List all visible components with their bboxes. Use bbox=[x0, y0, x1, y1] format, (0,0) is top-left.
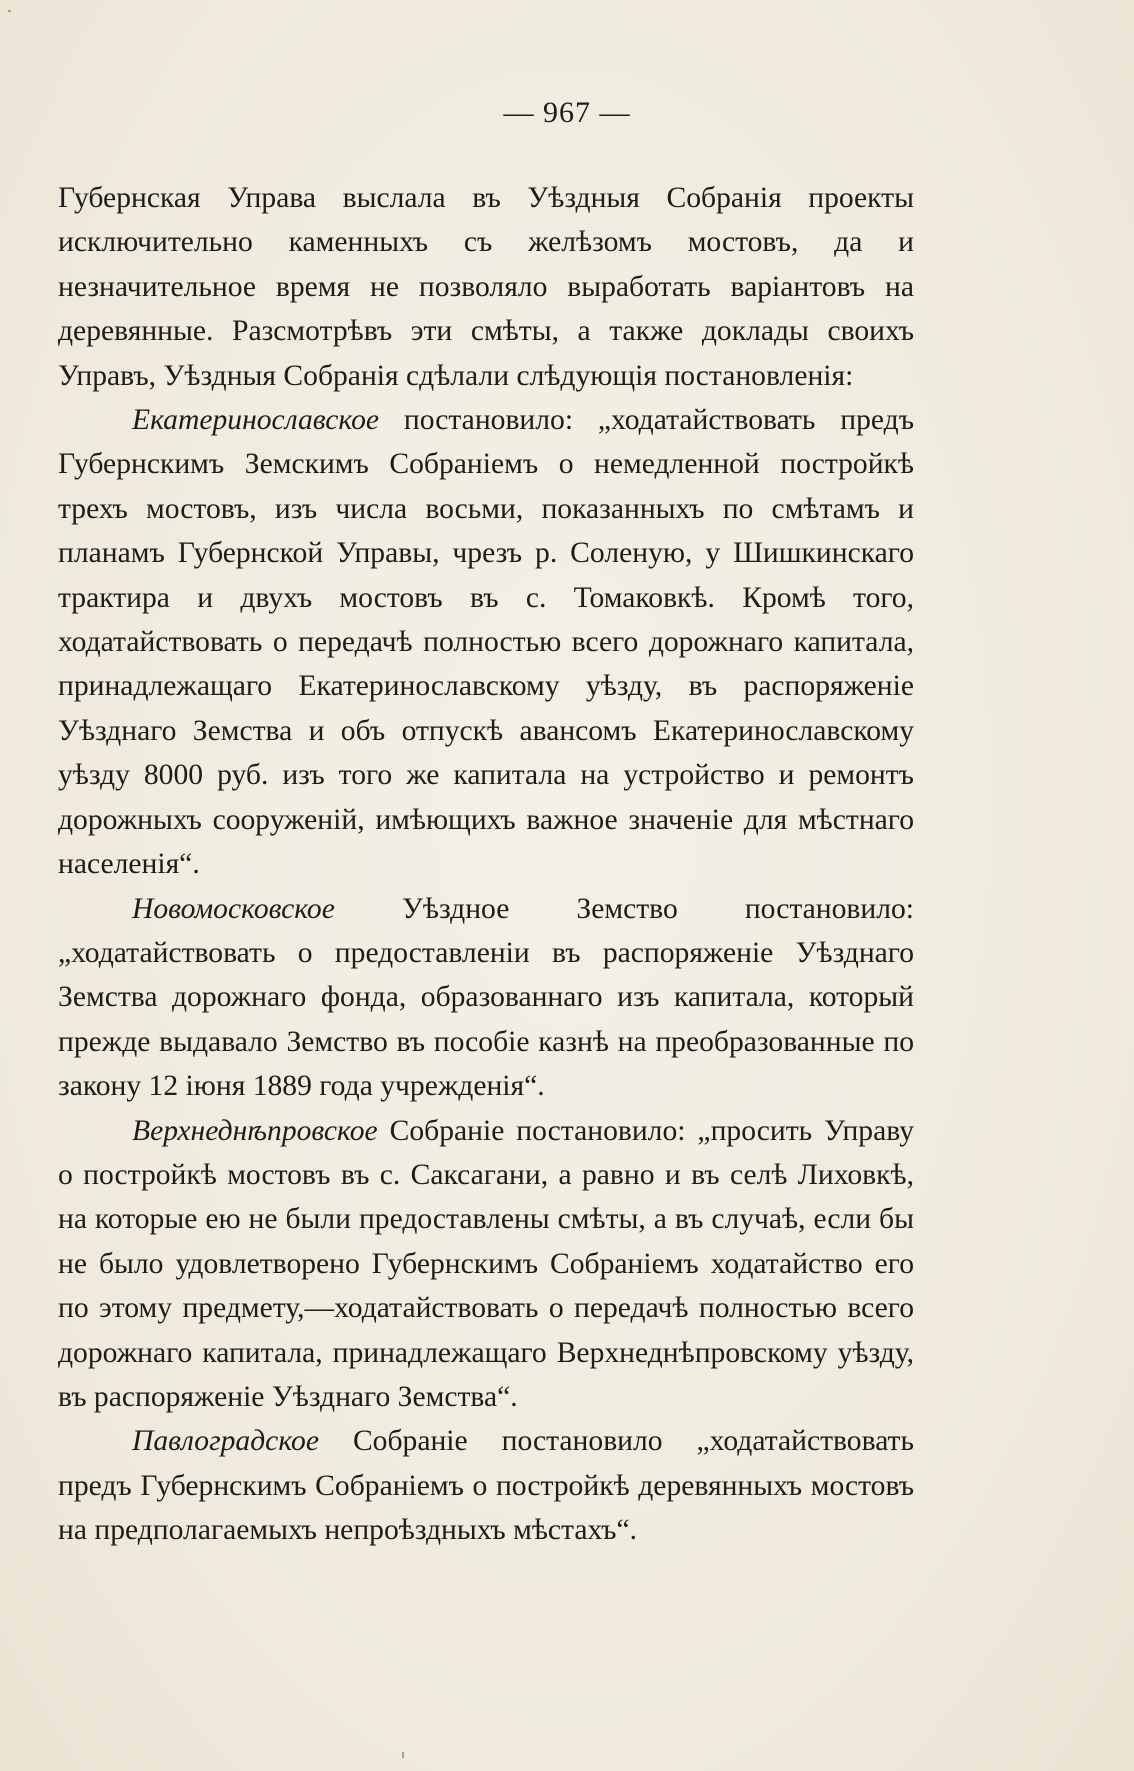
paragraph-text: Уѣздное Земство постановило: „ходатайствовать о предоставленіи въ распоряженіе Уѣзднаго Земства дорожнаго фонда, образованнаго изъ капитала, который прежде выдавало Земство въ пособіе казнѣ на преобразованные по закону 12 іюня 1889 года учрежденія“. bbox=[58, 892, 914, 1103]
district-name: Павлоградское bbox=[132, 1425, 319, 1458]
paper-speck bbox=[8, 10, 11, 12]
paragraph-ekaterinoslav bbox=[58, 398, 914, 886]
paper-speck bbox=[402, 1752, 404, 1758]
body-text bbox=[58, 176, 914, 1553]
district-name: Верхнеднѣпровское bbox=[132, 1114, 378, 1147]
paragraph-pavlograd bbox=[58, 1419, 914, 1552]
paragraph-text: Собраніе постановило „ходатайствовать предъ Губернскимъ Собраніемъ о постройкѣ деревянныхъ мостовъ на предполагаемыхъ непроѣздныхъ мѣстахъ“. bbox=[58, 1425, 914, 1547]
paragraph-text: Губернская Управа выслала въ Уѣздныя Собранія проекты исключительно каменныхъ съ желѣзомъ мостовъ, да и незначительное время не позволяло выработать варіантовъ на деревянные. Разсмотрѣвъ эти смѣты, а также доклады своихъ Управъ, Уѣздныя Собранія сдѣлали слѣдующія постановленія: bbox=[58, 182, 914, 392]
district-name: Екатеринославское bbox=[132, 404, 379, 437]
paragraph-intro bbox=[58, 176, 914, 398]
paragraph-verkhnedneprovsk bbox=[58, 1109, 914, 1420]
district-name: Новомосковское bbox=[132, 892, 335, 925]
page-number: — 967 — bbox=[503, 96, 631, 129]
paragraph-text: постановило: „ходатайствовать предъ Губернскимъ Земскимъ Собраніемъ о немедленной постройкѣ трехъ мостовъ, изъ числа восьми, показанныхъ по смѣтамъ и планамъ Губернской Управы, чрезъ р. Соленую, у Шишкинскаго трактира и двухъ мостовъ въ с. Томаковкѣ. Кромѣ того, ходатайствовать о передачѣ полностью всего дорожнаго капитала, принадлежащаго Екатеринославскому уѣзду, въ распоряженіе Уѣзднаго Земства и объ отпускѣ авансомъ Екатеринославскому уѣзду 8000 руб. изъ того же капитала на устройство и ремонтъ дорожныхъ сооруженій, имѣющихъ важное значеніе для мѣстнаго населенія“. bbox=[58, 404, 914, 881]
paragraph-text: Собраніе постановило: „просить Управу о постройкѣ мостовъ въ с. Саксагани, а равно и въ селѣ Лиховкѣ, на которые ею не были предоставлены смѣты, а въ случаѣ, если бы не было удовлетворено Губернскимъ Собраніемъ ходатайство его по этому предмету,—ходатайствовать о передачѣ полностью всего дорожнаго капитала, принадлежащаго Верхнеднѣпровскому уѣзду, въ распоряженіе Уѣзднаго Земства“. bbox=[58, 1114, 914, 1413]
paragraph-novomoskovsk bbox=[58, 887, 914, 1109]
